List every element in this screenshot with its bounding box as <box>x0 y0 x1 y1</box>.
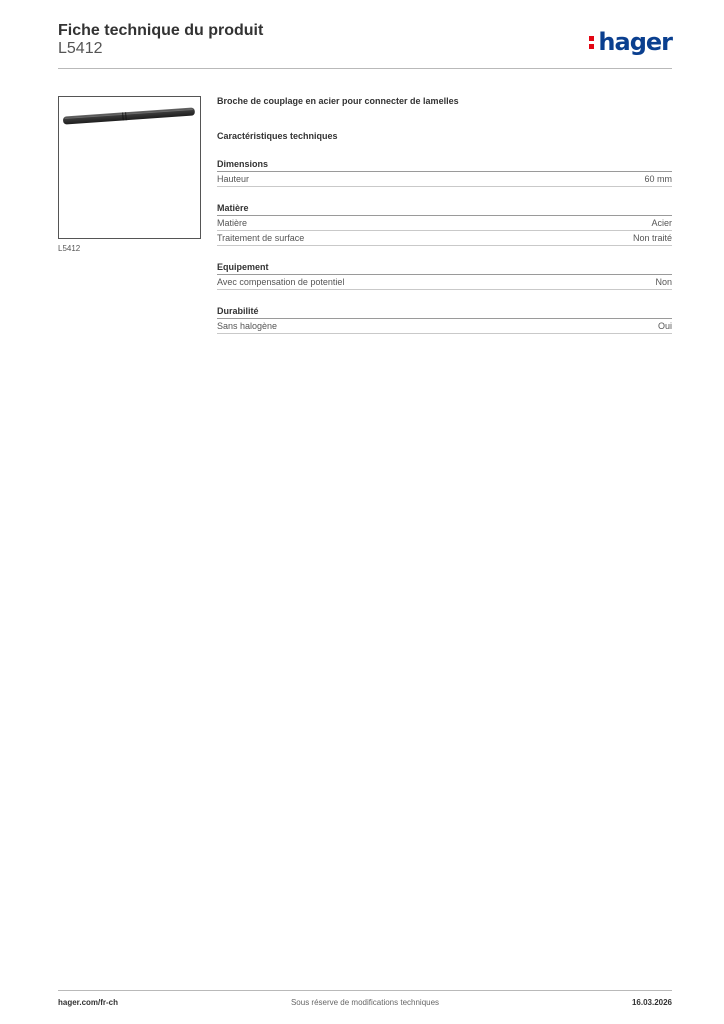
spec-value: Acier <box>651 218 672 228</box>
image-caption: L5412 <box>58 244 81 253</box>
website-link[interactable]: hager.com/fr-ch <box>58 998 119 1007</box>
product-details <box>217 96 672 334</box>
product-description: Broche de couplage en acier pour connecter de lamelles <box>217 96 459 106</box>
logo-text: hager <box>598 28 672 56</box>
spec-value: Oui <box>657 321 672 331</box>
section-equipment <box>217 262 672 290</box>
spec-row <box>217 231 672 246</box>
disclaimer-note: Sous réserve de modifications techniques <box>290 998 440 1007</box>
spec-row <box>217 216 672 231</box>
coupling-pin-icon <box>59 97 200 238</box>
product-code: L5412 <box>58 40 103 57</box>
spec-label: Matière <box>217 218 248 228</box>
page-header <box>58 22 672 68</box>
footer-divider <box>58 990 672 991</box>
section-material <box>217 203 672 246</box>
spec-row <box>217 172 672 187</box>
document-title: Fiche technique du produit <box>58 22 264 39</box>
section-durability <box>217 306 672 334</box>
section-title: Dimensions <box>217 159 672 172</box>
logo-dots-icon <box>589 36 595 52</box>
section-title: Durabilité <box>217 306 672 319</box>
spec-value: Non <box>655 277 672 287</box>
specs-heading: Caractéristiques techniques <box>217 131 338 141</box>
spec-label: Avec compensation de potentiel <box>217 277 345 287</box>
section-dimensions <box>217 159 672 187</box>
section-title: Matière <box>217 203 672 216</box>
spec-value: 60 mm <box>644 174 672 184</box>
hager-logo <box>589 28 672 56</box>
spec-value: Non traité <box>632 233 672 243</box>
spec-label: Sans halogène <box>217 321 278 331</box>
product-image <box>58 96 201 239</box>
spec-row <box>217 319 672 334</box>
section-title: Equipement <box>217 262 672 275</box>
spec-label: Hauteur <box>217 174 250 184</box>
document-date: 16.03.2026 <box>631 998 672 1007</box>
spec-row <box>217 275 672 290</box>
spec-label: Traitement de surface <box>217 233 305 243</box>
header-divider <box>58 68 672 69</box>
